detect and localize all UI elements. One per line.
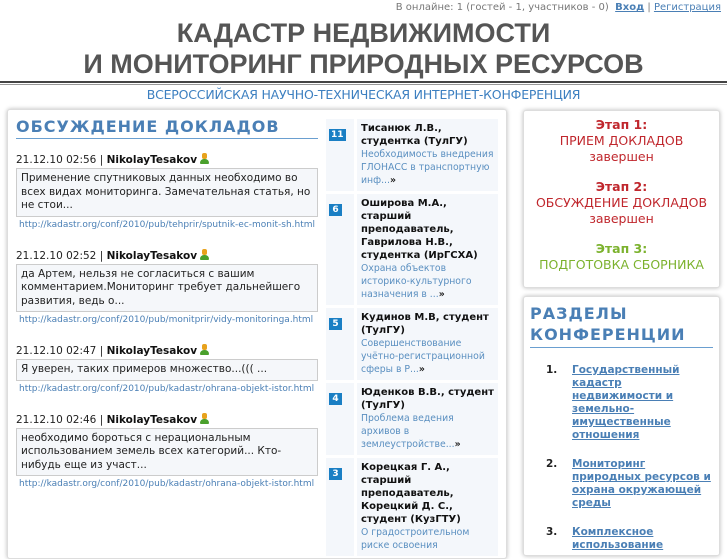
section-item: [530, 458, 713, 510]
stage-name: ПОДГОТОВКА СБОРНИКА: [539, 257, 704, 272]
report-title-link[interactable]: Необходимость внедрения ГЛОНАСС в транспортную инф...: [361, 149, 494, 186]
comment-link[interactable]: http://kadastr.org/conf/2010/pub/monitprir/vidy-monitoringa.html: [19, 315, 314, 325]
user-icon: [200, 344, 209, 355]
comment-count-badge: 4: [329, 393, 342, 405]
report-item: [326, 194, 498, 305]
user-icon: [200, 249, 209, 260]
report-title-link[interactable]: Проблема ведения архивов в землеустройстве...: [361, 413, 455, 450]
section-link[interactable]: Государственный кадастр недвижимости и земельно-имущественные отношения: [572, 364, 680, 441]
comment-text: Я уверен, таких примеров множество...((( ...: [16, 359, 318, 381]
comment-item: [16, 413, 318, 491]
section-item: [530, 526, 713, 552]
section-item: [530, 364, 713, 442]
comment-link[interactable]: http://kadastr.org/conf/2010/pub/kadastr/ohrana-objekt-istor.html: [19, 383, 315, 394]
comment-count-badge: 6: [329, 204, 342, 216]
stage-item: [524, 179, 719, 227]
report-title-link[interactable]: Совершенствование учётно-регистрационной сферы в Р...: [361, 338, 485, 375]
site-title[interactable]: [0, 18, 727, 80]
more-icon[interactable]: »: [389, 175, 396, 186]
comment-text: необходимо бороться с нерациональным использованием земель всех категорий... Кто-нибудь еще из участ...: [16, 428, 318, 477]
section-number: 3.: [546, 526, 558, 538]
sections-panel: [523, 296, 720, 556]
site-title-line2: И МОНИТОРИНГ ПРИРОДНЫХ РЕСУРСОВ: [83, 49, 644, 79]
online-count: В онлайне: 1 (гостей - 1, участников - 0): [395, 2, 609, 13]
stage-status: завершен: [589, 211, 654, 226]
comment-item: [16, 153, 318, 231]
sections-heading: РАЗДЕЛЫ КОНФЕРЕНЦИИ: [530, 303, 713, 348]
site-subtitle: ВСЕРОССИЙСКАЯ НАУЧНО-ТЕХНИЧЕСКАЯ ИНТЕРНЕТ-КОНФЕРЕНЦИЯ: [146, 87, 581, 102]
discussion-heading: ОБСУЖДЕНИЕ ДОКЛАДОВ: [16, 117, 318, 139]
section-link[interactable]: Комплексное использование: [572, 526, 664, 551]
online-status-bar: [396, 2, 721, 13]
user-icon: [200, 413, 209, 424]
sections-list: [530, 364, 713, 552]
report-title-link[interactable]: О градостроительном риске освоения: [361, 527, 470, 551]
more-icon[interactable]: »: [454, 439, 461, 450]
comments-list: [16, 117, 318, 490]
stage-label: Этап 2:: [595, 179, 648, 194]
report-item: [326, 308, 498, 380]
comment-count-badge: 5: [329, 318, 342, 330]
comment-count-badge: 11: [331, 130, 344, 140]
comment-date: 21.12.10 02:46 |: [16, 413, 104, 426]
comment-item: [16, 344, 318, 395]
site-title-line1: КАДАСТР НЕДВИЖИМОСТИ: [176, 18, 551, 48]
report-author: Кудинов М.В, студент (ТулГУ): [361, 312, 489, 336]
stage-label: Этап 3:: [595, 241, 648, 256]
section-number: 2.: [546, 458, 558, 470]
report-author: Оширова М.А., старший преподаватель, Гаврилова Н.В., студентка (ИрГСХА): [361, 198, 478, 261]
comment-date: 21.12.10 02:47 |: [16, 345, 104, 357]
more-icon[interactable]: »: [418, 364, 425, 375]
comment-date: 21.12.10 02:52 |: [16, 249, 104, 262]
report-author: Корецкая Г. А., старший преподаватель, Корецкий Д. С., студент (КузГТУ): [361, 462, 461, 525]
user-icon: [200, 153, 209, 164]
report-author: Тисанюк Л.В., студентка (ТулГУ): [361, 123, 468, 147]
register-link[interactable]: Регистрация: [653, 2, 721, 13]
stage-status: завершен: [589, 149, 654, 164]
report-item: [326, 458, 498, 556]
comment-link[interactable]: http://kadastr.org/conf/2010/pub/tehprir/sputnik-ec-monit-sh.html: [19, 219, 316, 230]
stage-item: [524, 117, 719, 165]
stage-item: [524, 241, 719, 273]
report-title-link[interactable]: Охрана объектов историко-культурного назначения в ...: [361, 263, 472, 300]
report-item: [326, 383, 498, 455]
login-link[interactable]: Вход: [615, 2, 645, 13]
section-link[interactable]: Мониторинг природных ресурсов и охрана окружающей среды: [572, 458, 711, 509]
comment-author[interactable]: NikolayTesakov: [106, 154, 198, 166]
comment-text: да Артем, нельзя не согласиться с вашим комментарием.Мониторинг требует дальнейшего развития, ведь о...: [16, 264, 318, 313]
comment-link[interactable]: http://kadastr.org/conf/2010/pub/kadastr/ohrana-objekt-istor.html: [19, 479, 315, 489]
reports-list: [326, 119, 498, 559]
stage-name: ПРИЕМ ДОКЛАДОВ: [559, 133, 684, 148]
stage-label: Этап 1:: [595, 117, 648, 132]
comment-date: 21.12.10 02:56 |: [16, 154, 104, 166]
comment-author[interactable]: NikolayTesakov: [106, 345, 198, 357]
comment-text: Применение спутниковых данных необходимо во всех видах мониторинга. Замечательная статья, но не стои...: [16, 168, 318, 217]
section-number: 1.: [546, 364, 558, 376]
report-author: Юденков В.В., студент (ТулГУ): [361, 387, 494, 411]
comment-author[interactable]: NikolayTesakov: [106, 249, 198, 262]
header-divider: [0, 81, 727, 85]
stage-name: ОБСУЖДЕНИЕ ДОКЛАДОВ: [535, 195, 708, 210]
separator: |: [647, 2, 651, 13]
comment-item: [16, 249, 318, 327]
comment-author[interactable]: NikolayTesakov: [106, 413, 198, 426]
stages-panel: [523, 110, 720, 288]
comment-count-badge: 3: [329, 468, 342, 480]
report-item: [326, 119, 498, 191]
more-icon[interactable]: »: [438, 289, 445, 300]
